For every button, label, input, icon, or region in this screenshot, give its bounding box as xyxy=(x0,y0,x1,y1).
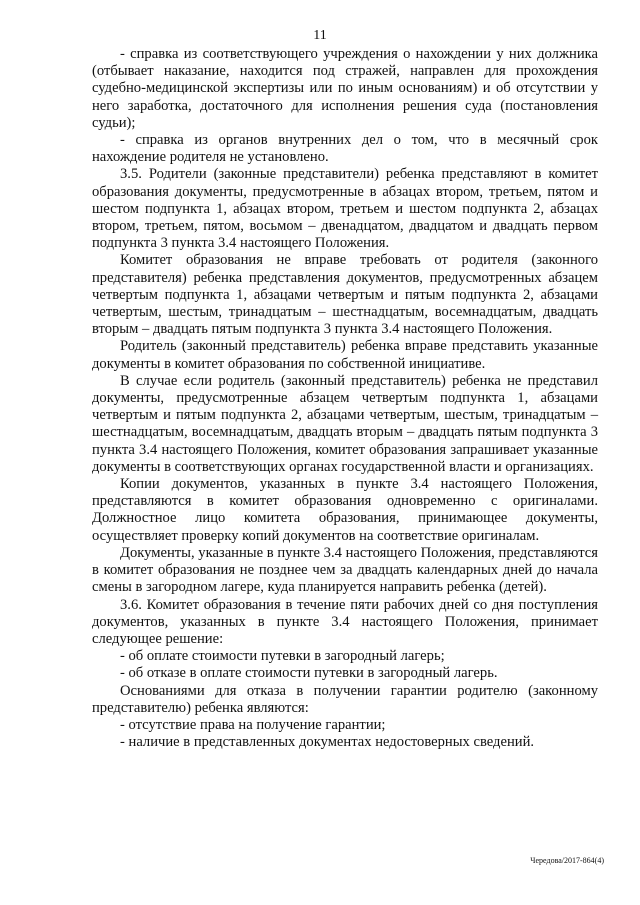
paragraph: Копии документов, указанных в пункте 3.4 настоящего Положения, представляются в комитет образования одновременно с оригиналами. Должностное лицо комитета образования, принимающее документы, осуществляет проверку копий документов на соответствие оригиналам. xyxy=(92,476,598,544)
paragraph: Родитель (законный представитель) ребенка вправе представить указанные документы в комитет образования по собственной инициативе. xyxy=(92,338,598,372)
paragraph: Основаниями для отказа в получении гарантии родителю (законному представителю) ребенка являются: xyxy=(92,682,598,716)
page-number: 11 xyxy=(313,28,327,43)
list-item: - об отказе в оплате стоимости путевки в загородный лагерь. xyxy=(120,665,498,682)
paragraph: Документы, указанные в пункте 3.4 настоящего Положения, представляются в комитет образования не позднее чем за двадцать календарных дней до начала смены в загородном лагере, куда планируется направить ребенка (детей). xyxy=(92,544,598,596)
paragraph: В случае если родитель (законный представитель) ребенка не представил документы, предусмотренные абзацем четвертым подпункта 1, абзацами четвертым и пятым подпункта 2, абзацами четвертым, шестым, тринадцатым – шестнадцатым, восемнадцатым, двадцать вторым – двадцать пятым подпункта 3 пункта 3.4 настоящего Положения, комитет образования запрашивает указанные документы в соответствующих органах государственной власти и организациях. xyxy=(92,372,598,475)
paragraph: Комитет образования не вправе требовать от родителя (законного представителя) ребенка представления документов, предусмотренных абзацем четвертым подпункта 1, абзацами четвертым и пятым подпункта 2, абзацами четвертым, шестым, тринадцатым – шестнадцатым, восемнадцатым, двадцать вторым – двадцать пятым подпункта 3 пункта 3.4 настоящего Положения. xyxy=(92,252,598,338)
paragraph: - справка из органов внутренних дел о том, что в месячный срок нахождение родителя не установлено. xyxy=(92,132,598,166)
document-code: Чередова/2017-864(4) xyxy=(530,856,604,865)
paragraph: 3.6. Комитет образования в течение пяти рабочих дней со дня поступления документов, указанных в пункте 3.4 настоящего Положения, принимает следующее решение: xyxy=(92,596,598,647)
list-item: - отсутствие права на получение гарантии; xyxy=(120,716,386,733)
list-item: - об оплате стоимости путевки в загородный лагерь; xyxy=(120,648,445,665)
list-item: - наличие в представленных документах недостоверных сведений. xyxy=(120,734,535,751)
document-body xyxy=(92,46,598,751)
paragraph: 3.5. Родители (законные представители) ребенка представляют в комитет образования документы, предусмотренные в абзацах втором, третьем, пятом и шестом подпункта 1, абзацах втором, третьем и шестом подпункта 2, абзацах втором, третьем, пятом, восьмом – двенадцатом, двадцатом и двадцать первом подпункта 3 пункта 3.4 настоящего Положения. xyxy=(92,166,598,252)
paragraph: - справка из соответствующего учреждения о нахождении у них должника (отбывает наказание, находится под стражей, направлен для прохождения судебно-медицинской экспертизы или по иным основаниям) и об отсутствии у него заработка, достаточного для исполнения решения суда (постановления судьи); xyxy=(92,46,598,131)
